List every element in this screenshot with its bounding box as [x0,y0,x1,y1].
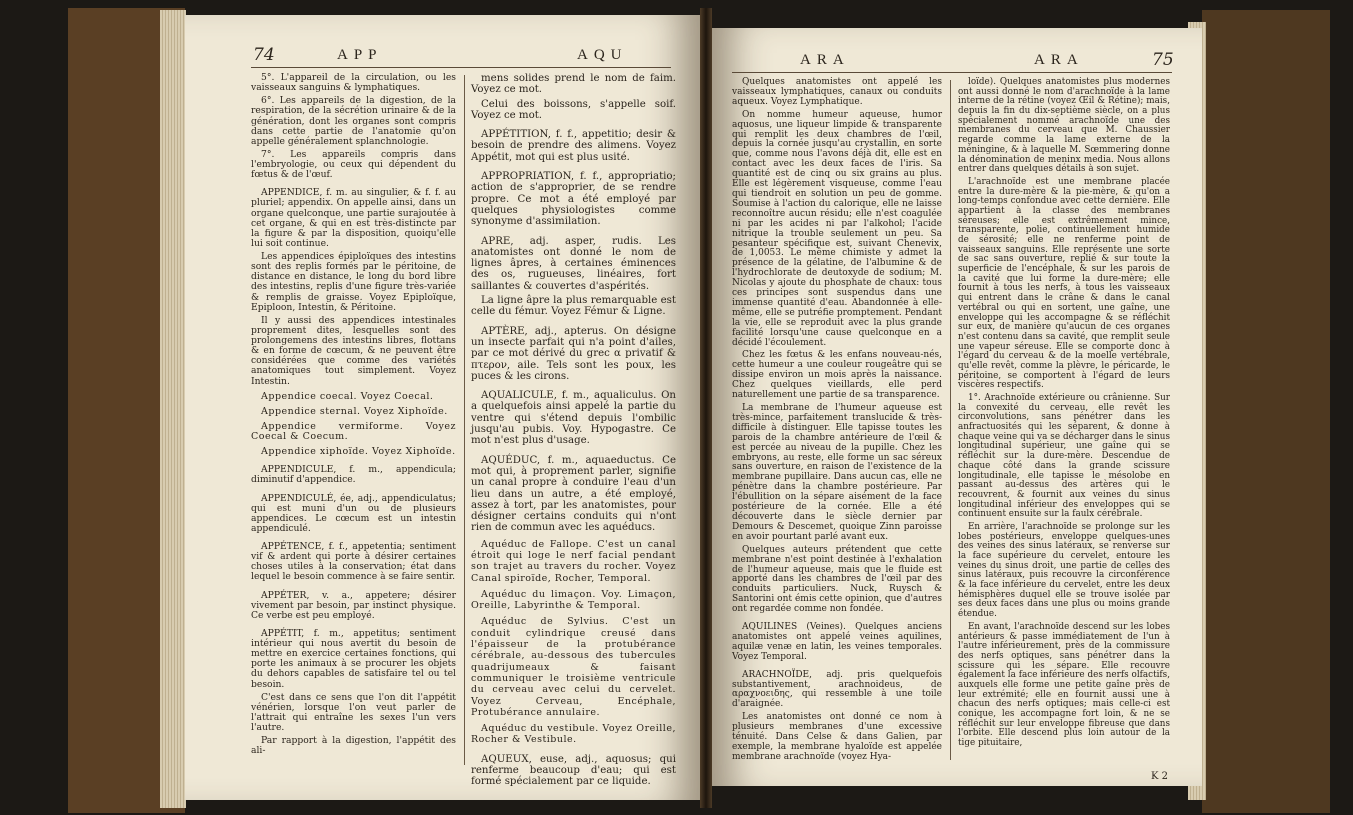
entry-apre: APRE, adj. asper, rudis. Les anatomistes ont donné le nom de lignes âpres, à certaines éminences des os, rugueuses, linéaires, fort saillantes & couvertes d'aspérités. [471,235,676,292]
right-page-column-2 [958,78,1170,768]
paragraph: Celui des boissons, s'appelle soif. Voyez ce mot. [471,98,676,121]
paragraph: 5°. L'appareil de la circulation, ou les vaisseaux sanguins & lymphatiques. [251,72,456,94]
sub-entry: Appendice sternal. Voyez Xiphoïde. [261,405,448,417]
paragraph: La ligne âpre la plus remarquable est celle du fémur. Voyez Fémur & Ligne. [471,295,676,318]
paragraph: On nomme humeur aqueuse, humor aquosus, une liqueur limpide & transparente qui remplit les deux chambres de l'œil, depuis la cornée jusqu'au crystallin, en sorte que, comme nous l'avons déjà dit, elle est en contact avec les deux faces de l'iris. Sa quantité est de cinq ou six grains au plus. Elle est légèrement visqueuse, comme l'eau qui tiendroit en solution un peu de gomme. Soumise à l'action du calorique, elle ne laisse reconnoître aucun résidu; elle n'est coagulée ni par les acides ni par l'alkohol; l'acide nitrique la trouble seulement un peu. Sa pesanteur spécifique est, suivant Chenevix, de 1,0053. Le même chimiste y admet la présence de la gélatine, de l'albumine & de l'hydrochlorate de deutoxyde de sodium; M. Nicolas y ajoute du phosphate de chaux: tous ces principes sont suspendus dans une immense quantité d'eau. Abandonnée à elle-même, elle se putréfie promptement. Pendant la vie, elle se reproduit avec la plus grande facilité lorsqu'une cause quelconque en a décidé l'écoulement. [732,109,942,348]
entry-appropriation: APPROPRIATION, f. f., appropriatio; action de s'approprier, de se rendre propre. Ce mot a été employé par quelques physiologistes comme synonyme d'assimilation. [471,171,676,228]
left-page-column-1 [251,73,456,788]
page-edges-left [160,10,186,808]
entry-aqualicule: AQUALICULE, f. m., aqualiculus. On a quelquefois ainsi appelé la partie du ventre qui s'étend depuis l'ombilic jusqu'au pubis. Voy. Hypogastre. Ce mot n'est plus d'usage. [471,390,676,447]
column-divider [950,80,951,760]
running-head-left: APP [337,47,383,63]
right-page-column-1 [732,78,942,768]
paragraph: 1°. Arachnoïde extérieure ou crânienne. Sur la convexité du cerveau, elle revêt les circonvolutions, sans pénétrer dans les anfractuosités qui les séparent, & donne à chaque veine qui va se décharger dans le sinus longitudinal supérieur, une gaîne qui se réfléchit sur la dure-mère. Descendue de chaque côté dans la grande scissure longitudinale, elle tapisse le mésolobe en passant au-dessus des artères qui le recouvrent, & fournit aux veines du sinus longitudinal inférieur des enveloppes qui se continuent ensuite sur la faulx cérébrale. [958,393,1170,520]
paragraph: La membrane de l'humeur aqueuse est très-mince, parfaitement translucide & très-difficile à distinguer. Elle tapisse toutes les parois de la chambre antérieure de l'œil & est percée au niveau de la pupille. Chez les embryons, au reste, elle forme un sac séreux sans ouverture, en raison de l'existence de la membrane pupillaire. Dans aucun cas, elle ne pénètre dans la chambre postérieure. Par l'ébullition on la sépare aisément de la face postérieure de la cornée. Elle a été découverte dans le siècle dernier par Demours & Descemet, quoique Zinn paroisse en avoir pourtant parlé avant eux. [732,403,942,542]
entry-aquilines: AQUILINES (Veines). Quelques anciens anatomistes ont appelé veines aquilines, aquilæ venæ en latin, les veines temporales. Voyez Temporal. [732,622,942,662]
entry-appendice: APPENDICE, f. m. au singulier, & f. f. au pluriel; appendix. On appelle ainsi, dans un organe quelconque, une partie surajoutée à cet organe, & qui en est très-distincte par la figure & par la disposition, quoiqu'elle lui soit continue. [251,187,456,249]
entry-appendicule: APPENDICULE, f. m., appendicula; diminutif d'appendice. [251,464,456,486]
entry-aqueux: AQUEUX, euse, adj., aquosus; qui renferme beaucoup d'eau; qui est formé spécialement par ce liquide. [471,753,676,788]
sub-entry: Appendice xiphoïde. Voyez Xiphoïde. [261,446,456,458]
paragraph: Quelques anatomistes ont appelé les vaisseaux lymphatiques, canaux ou conduits aqueux. Voyez Lymphatique. [732,77,942,107]
paragraph: Par rapport à la digestion, l'appétit des ali- [251,735,456,757]
paragraph: Les appendices épiploïques des intestins sont des replis formés par le péritoine, de distance en distance, le long du bord libre des intestins, replis d'une figure très-variée & remplis de graisse. Voyez Epiploïque, Epiploon, Intestin, & Péritoine. [251,251,456,313]
page-number-left: 74 [253,45,275,65]
book-cover-right [1202,10,1330,813]
sub-entry: Aquéduc de Fallope. C'est un canal étroit qui loge le nerf facial pendant son trajet au travers du rocher. Voyez Canal spiroïde, Rocher, Temporal. [471,538,676,584]
running-head-right: ARA [1034,52,1084,68]
right-page [712,28,1202,786]
column-divider [464,75,465,765]
entry-appetit: APPÉTIT, f. m., appetitus; sentiment intérieur qui nous avertit du besoin de mettre en exercice certaines fonctions, qui porte les animaux à se procurer les objets du dehors capables de satisfaire tel ou tel besoin. [251,627,456,690]
header-rule [732,72,1172,73]
signature-mark: K 2 [1150,771,1168,782]
page-number-right: 75 [1152,50,1174,70]
running-head-left: ARA [800,52,850,68]
paragraph: Les anatomistes ont donné ce nom à plusieurs membranes d'une excessive ténuité. Dans Celse & dans Galien, par exemple, la membrane hyaloïde est appelée membrane arachnoïde (voyez Hya- [732,712,942,762]
paragraph: C'est dans ce sens que l'on dit l'appétit vénérien, lorsque l'on veut parler de l'attrait qui entraîne les sexes l'un vers l'autre. [251,691,456,733]
paragraph: Chez les fœtus & les enfans nouveau-nés, cette humeur a une couleur rougeâtre qui se dissipe environ un mois après la naissance. Chez quelques vieillards, elle perd naturellement une partie de sa transparence. [732,350,942,401]
sub-entry: Aquéduc de Sylvius. C'est un conduit cylindrique creusé dans l'épaisseur de la protubérance cérébrale, au-dessous des tubercules quadrijumeaux & faisant communiquer le troisième ventricule du cerveau avec celui du cervelet. Voyez Cerveau, Encéphale, Protubérance annulaire. [471,616,676,718]
entry-appendicule-adj: APPENDICULÉ, ée, adj., appendiculatus; qui est muni d'un ou de plusieurs appendices. Le cœcum est un intestin appendiculé. [251,492,456,534]
book-gutter [700,8,712,808]
sub-entry: Appendice coecal. Voyez Coecal. [261,390,434,402]
paragraph: Il y aussi des appendices intestinales proprement dites, lesquelles sont des prolongemens des intestins libres, flottans & en forme de cœcum, & ne peuvent être considérées que comme des variétés anatomiques tout simplement. Voyez Intestin. [251,314,456,387]
entry-appeter: APPÉTER, v. a., appetere; désirer vivement par besoin, par instinct physique. Ce verbe est peu employé. [251,589,456,621]
entry-aqueduc: AQUÉDUC, f. m., aquaeductus. Ce mot qui, à proprement parler, signifie un canal propre à conduire l'eau d'un lieu dans un autre, a été employé, assez à tort, par les anatomistes, pour désigner certains conduits qui n'ont rien de commun avec les aquéducs. [471,454,676,534]
sub-entry: Aquéduc du limaçon. Voy. Limaçon, Oreille, Labyrinthe & Temporal. [471,588,676,612]
paragraph: 7°. Les appareils compris dans l'embryologie, ou ceux qui dépendent du fœtus & de l'œuf. [251,148,456,181]
running-head-right: AQU [577,47,628,63]
entry-aptere: APTÈRE, adj., apterus. On désigne un insecte parfait qui n'a point d'ailes, par ce mot dérivé du grec α privatif & πτερον, aile. Tels sont les poux, les puces & les cirons. [471,325,676,382]
entry-arachnoide: ARACHNOÏDE, adj. pris quelquefois substantivement, arachnoideus, de αραχνοειδης, qui ressemble à une toile d'araignée. [732,669,942,710]
paragraph: L'arachnoïde est une membrane placée entre la dure-mère & la pie-mère, & qu'on a long-temps confondue avec cette dernière. Elle appartient à la classe des membranes séreuses; elle est extrêmement mince, transparente, polie, continuellement humide de sérosité; elle ne renferme point de vaisseaux sanguins. Elle représente une sorte de sac sans ouverture, replié & sur toute la superficie de l'encéphale, & sur les parois de la cavité que lui forme la dure-mère; elle fournit à tous les nerfs, à tous les vaisseaux qui entrent dans le crâne & dans le canal vertébral ou qui en sortent, une gaîne, une enveloppe qui les accompagne & se réfléchit sur eux, de manière qu'aucun de ces organes n'est contenu dans sa cavité, que remplit seule une vapeur séreuse. Elle se comporte donc à l'égard du cerveau & de la moelle vertébrale, qu'elle revêt, comme la plèvre, le péricarde, le péritoine, se comportent à l'égard de leurs viscères respectifs. [958,176,1170,391]
sub-entry: Aquéduc du vestibule. Voyez Oreille, Rocher & Vestibule. [471,723,676,746]
entry-appetition: APPÉTITION, f. f., appetitio; desir & besoin de prendre des alimens. Voyez Appétit, mot qui est plus usité. [471,129,676,163]
paragraph: 6°. Les appareils de la digestion, de la respiration, de la sécrétion urinaire & de la génération, dont les organes sont compris dans cette partie de l'anatomie qu'on appelle généralement splanchnologie. [251,95,456,147]
left-page-column-2 [471,73,676,788]
paragraph: loïde). Quelques anatomistes plus modernes ont aussi donné le nom d'arachnoïde à la lame interne de la rétine (voyez Œil & Rétine); mais, depuis la fin du dix-septième siècle, on a plus spécialement nommé arachnoïde une des membranes du cerveau que M. Chaussier regarde comme la lame externe de la méningine, & à laquelle M. Sœmmering donne la dénomination de meninx media. Nous allons entrer dans quelques détails à son sujet. [958,77,1170,175]
paragraph: Quelques auteurs prétendent que cette membrane n'est point destinée à l'exhalation de l'humeur aqueuse, mais que le fluide est apporté dans les chambres de l'œil par des conduits particuliers. Nuck, Ruysch & Santorini ont émis cette opinion, que d'autres ont regardée comme non fondée. [732,544,942,615]
paragraph: mens solides prend le nom de faim. Voyez ce mot. [471,73,676,96]
paragraph: En arrière, l'arachnoïde se prolonge sur les lobes postérieurs, enveloppe quelques-unes des veines des sinus latéraux, se renverse sur la face supérieure du cervelet, entoure les veines du sinus droit, une partie de celles des sinus latéraux, puis recouvre la circonférence & la face inférieure du cervelet, entre les deux hémisphères duquel elle se trouve isolée par ses deux faces dans une plus ou moins grande étendue. [958,521,1170,620]
paragraph: En avant, l'arachnoïde descend sur les lobes antérieurs & passe immédiatement de l'un à l'autre inférieurement, près de la commissure des nerfs optiques, sans pénétrer dans la scissure qui les sépare. Elle recouvre également la face inférieure des nerfs olfactifs, auxquels elle forme une petite gaîne près de leur extrémité; elle en fournit aussi une à chacun des nerfs optiques; mais celle-ci est conique, les accompagne fort loin, & ne se réfléchit sur leur enveloppe fibreuse que dans l'orbite. Elle descend plus loin autour de la tige pituitaire, [958,621,1170,749]
header-rule [251,67,671,68]
left-page [185,15,700,800]
entry-appetence: APPÉTENCE, f. f., appetentia; sentiment vif & ardent qui porte à désirer certaines choses utiles à la conservation; état dans lequel le besoin commence à se faire sentir. [251,541,456,583]
sub-entry: Appendice vermiforme. Voyez Coecal & Coecum. [251,420,456,442]
